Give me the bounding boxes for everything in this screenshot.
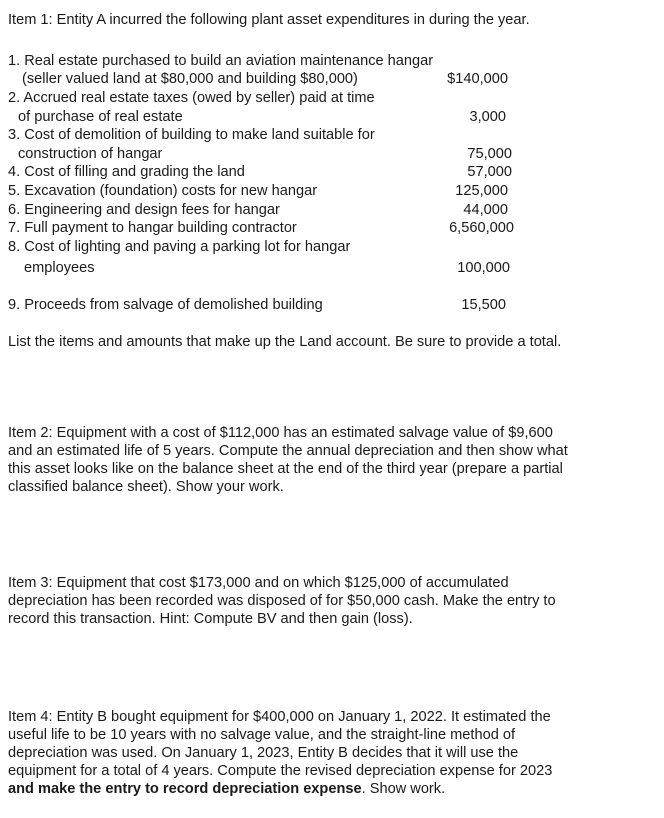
list-item-text: construction of hangar xyxy=(18,146,163,162)
list-item xyxy=(8,182,508,200)
list-item xyxy=(8,89,508,107)
paragraph-line: equipment for a total of 4 years. Compute the revised depreciation expense for 2023 xyxy=(8,763,553,779)
list-item xyxy=(8,201,508,219)
list-item-amount: 100,000 xyxy=(457,260,510,276)
paragraph-line: Item 4: Entity B bought equipment for $400,000 on January 1, 2022. It estimated the xyxy=(8,709,551,725)
list-item xyxy=(8,163,512,181)
list-item-text: 9. Proceeds from salvage of demolished building xyxy=(8,297,323,313)
list-item-text: 6. Engineering and design fees for hangar xyxy=(8,202,280,218)
list-item-text: 2. Accrued real estate taxes (owed by seller) paid at time xyxy=(8,90,375,106)
item4-paragraph xyxy=(8,708,644,798)
list-item xyxy=(8,108,506,126)
list-item-text: 8. Cost of lighting and paving a parking lot for hangar xyxy=(8,239,351,255)
list-item-text: 4. Cost of filling and grading the land xyxy=(8,164,245,180)
list-item xyxy=(8,126,508,144)
list-item xyxy=(8,70,508,88)
item1-instruction: List the items and amounts that make up the Land account. Be sure to provide a total. xyxy=(8,334,562,350)
list-item-text: of purchase of real estate xyxy=(18,109,183,125)
list-item xyxy=(8,296,506,314)
paragraph-line: depreciation has been recorded was disposed of for $50,000 cash. Make the entry to xyxy=(8,593,556,609)
bold-instruction: and make the entry to record depreciation expense xyxy=(8,781,362,797)
paragraph-line: this asset looks like on the balance sheet at the end of the third year (prepare a partial xyxy=(8,461,563,477)
item1-heading: Item 1: Entity A incurred the following plant asset expenditures in during the year. xyxy=(8,12,530,28)
item3-paragraph xyxy=(8,574,644,628)
list-item-amount: 6,560,000 xyxy=(449,220,514,236)
paragraph-line: useful life to be 10 years with no salvage value, and the straight-line method of xyxy=(8,727,516,743)
list-item-text: (seller valued land at $80,000 and building $80,000) xyxy=(22,71,358,87)
list-item-amount: $140,000 xyxy=(447,71,508,87)
paragraph-line xyxy=(8,780,644,798)
list-item-amount: 75,000 xyxy=(467,146,512,162)
item2-paragraph xyxy=(8,424,644,496)
paragraph-line: record this transaction. Hint: Compute BV and then gain (loss). xyxy=(8,611,413,627)
list-item-amount: 44,000 xyxy=(463,202,508,218)
paragraph-line: classified balance sheet). Show your work. xyxy=(8,479,284,495)
instruction-rest: . Show work. xyxy=(361,781,446,797)
list-item-text: 5. Excavation (foundation) costs for new hangar xyxy=(8,183,318,199)
list-item xyxy=(8,219,514,237)
list-item xyxy=(8,259,510,277)
paragraph-line: Item 3: Equipment that cost $173,000 and on which $125,000 of accumulated xyxy=(8,575,509,591)
list-item xyxy=(8,238,508,256)
list-item xyxy=(8,52,508,70)
list-item-text: 1. Real estate purchased to build an aviation maintenance hangar xyxy=(8,53,434,69)
list-item-amount: 125,000 xyxy=(455,183,508,199)
paragraph-line: depreciation was used. On January 1, 2023, Entity B decides that it will use the xyxy=(8,745,519,761)
list-item-amount: 3,000 xyxy=(469,109,506,125)
list-item-text: 3. Cost of demolition of building to make land suitable for xyxy=(8,127,375,143)
paragraph-line: and an estimated life of 5 years. Compute the annual depreciation and then show what xyxy=(8,443,568,459)
list-item-text: employees xyxy=(24,260,95,276)
list-item-text: 7. Full payment to hangar building contractor xyxy=(8,220,297,236)
list-item-amount: 15,500 xyxy=(461,297,506,313)
list-item-amount: 57,000 xyxy=(467,164,512,180)
list-item xyxy=(8,145,512,163)
paragraph-line: Item 2: Equipment with a cost of $112,000 has an estimated salvage value of $9,600 xyxy=(8,425,553,441)
